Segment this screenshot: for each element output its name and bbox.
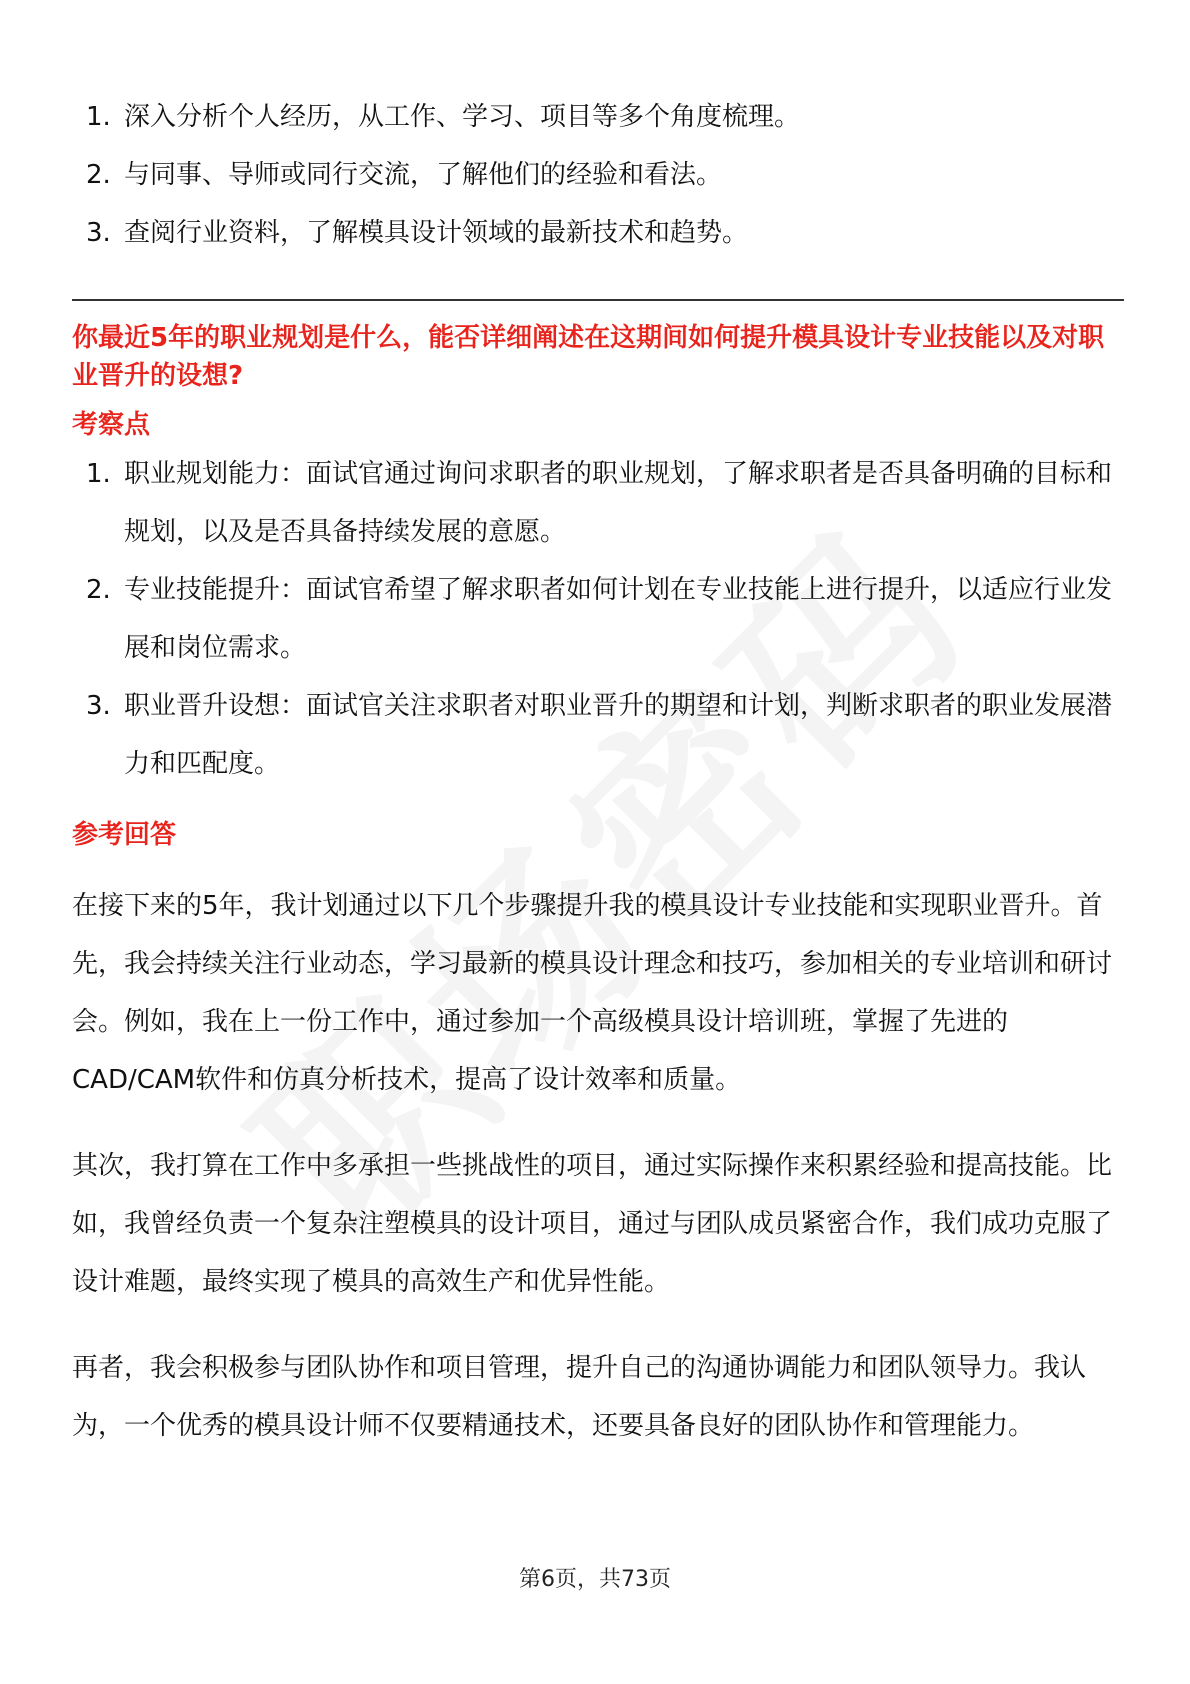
page-footer: 第6页，共73页 (519, 1567, 671, 1592)
answer-paragraph: 其次，我打算在工作中多承担一些挑战性的项目，通过实际操作来积累经验和提高技能。比如，我曾经负责一个复杂注塑模具的设计项目，通过与团队成员紧密合作，我们成功克服了设计难题，最终实现了模具的高效生产和优异性能。 (72, 1151, 1113, 1297)
list-number: 2. (86, 575, 111, 605)
list-text: 专业技能提升：面试官希望了解求职者如何计划在专业技能上进行提升，以适应行业发展和岗位需求。 (124, 575, 1113, 663)
list-text: 查阅行业资料，了解模具设计领域的最新技术和趋势。 (124, 218, 749, 248)
list-number: 3. (86, 691, 111, 721)
list-item (72, 677, 1122, 793)
answer-heading: 参考回答 (72, 820, 177, 850)
list-text: 职业规划能力：面试官通过询问求职者的职业规划，了解求职者是否具备明确的目标和规划，以及是否具备持续发展的意愿。 (124, 459, 1113, 547)
section-divider (72, 299, 1124, 301)
kaocha-list (72, 445, 1122, 793)
list-number: 3. (86, 218, 111, 248)
list-item (72, 445, 1122, 561)
list-item (72, 561, 1122, 677)
list-text: 与同事、导师或同行交流，了解他们的经验和看法。 (124, 160, 723, 190)
answer-paragraph: 再者，我会积极参与团队协作和项目管理，提升自己的沟通协调能力和团队领导力。我认为，一个优秀的模具设计师不仅要精通技术，还要具备良好的团队协作和管理能力。 (72, 1353, 1087, 1441)
list-text: 职业晋升设想：面试官关注求职者对职业晋升的期望和计划，判断求职者的职业发展潜力和匹配度。 (124, 691, 1113, 779)
list-item (72, 146, 1122, 204)
page-content (72, 88, 1122, 1455)
interview-question: 你最近5年的职业规划是什么，能否详细阐述在这期间如何提升模具设计专业技能以及对职业晋升的设想? (72, 323, 1105, 391)
list-text: 深入分析个人经历，从工作、学习、项目等多个角度梳理。 (124, 102, 801, 132)
list-number: 1. (86, 459, 111, 489)
list-number: 2. (86, 160, 111, 190)
kaocha-heading: 考察点 (72, 410, 151, 440)
top-numbered-list (72, 88, 1122, 262)
list-item (72, 88, 1122, 146)
list-number: 1. (86, 102, 111, 132)
list-item (72, 204, 1122, 262)
answer-paragraph: 在接下来的5年，我计划通过以下几个步骤提升我的模具设计专业技能和实现职业晋升。首先，我会持续关注行业动态，学习最新的模具设计理念和技巧，参加相关的专业培训和研讨会。例如，我在上一份工作中，通过参加一个高级模具设计培训班，掌握了先进的CAD/CAM软件和仿真分析技术，提高了设计效率和质量。 (72, 891, 1113, 1095)
